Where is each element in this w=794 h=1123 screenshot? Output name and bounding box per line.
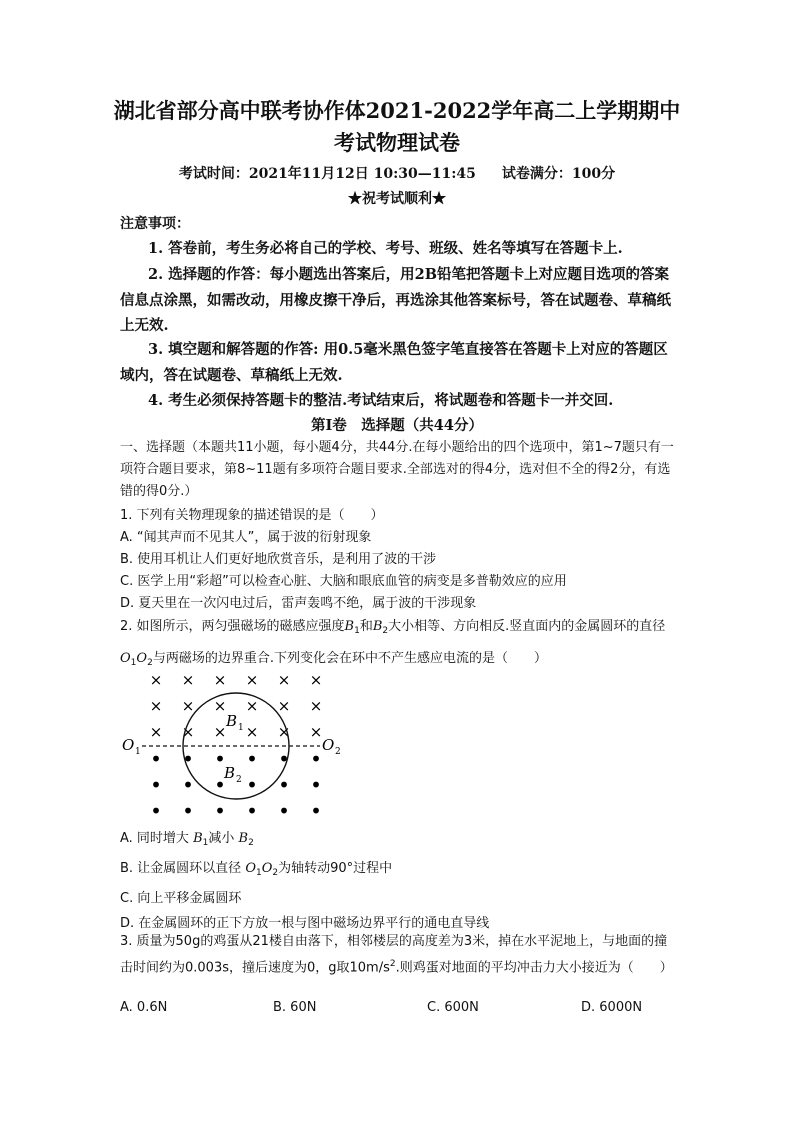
field-cross: ×: [149, 697, 163, 715]
field-dot: •: [182, 799, 194, 823]
field-dot: •: [150, 799, 162, 823]
field-dots: [150, 747, 322, 823]
field-dot: •: [310, 747, 322, 771]
field-cross: ×: [277, 671, 291, 689]
page-title-line2: 考试物理试卷: [334, 130, 460, 155]
field-cross: ×: [149, 723, 163, 741]
field-dot: •: [182, 747, 194, 771]
field-dot: •: [310, 773, 322, 797]
good-luck-line: ★祝考试顺利★: [348, 191, 446, 207]
field-cross: ×: [181, 697, 195, 715]
question-1-option-b: B. 使用耳机让人们更好地欣赏音乐，是利用了波的干涉: [120, 552, 437, 567]
field-cross: ×: [213, 671, 227, 689]
field-dot: •: [182, 773, 194, 797]
question-1: [120, 505, 680, 615]
page-title-line1: 湖北省部分高中联考协作体2021-2022学年高二上学期期中: [113, 98, 681, 123]
full-score: 试卷满分：100分: [501, 166, 616, 182]
section-intro: 一、选择题（本题共11小题，每小题4分，共44分.在每小题给出的四个选项中，第1~7题只有一项符合题目要求，第8~11题有多项符合题目要求.全部选对的得4分，选对但不全的得2分，有选错的得0分.）: [120, 440, 674, 499]
field-cross: ×: [245, 723, 259, 741]
o2-label: O: [322, 736, 335, 754]
o1-subscript: 1: [135, 747, 141, 757]
field-dot: •: [214, 799, 226, 823]
field-cross: ×: [149, 671, 163, 689]
field-cross: ×: [245, 671, 259, 689]
field-dot: •: [246, 773, 258, 797]
field-crosses: [150, 671, 323, 741]
question-2-stem: 2. 如图所示，两匀强磁场的磁感应强度$B_1$和$B_2$大小相等、方向相反.竖直面内的金属圆环的直径$O_1O_2$与两磁场的边界重合.下列变化会在环中不产生感应电流的是（ ）: [120, 619, 666, 668]
question-1-option-d: D. 夏天里在一次闪电过后，雷声轰鸣不绝，属于波的干涉现象: [120, 596, 477, 611]
field-dot: •: [150, 747, 162, 771]
field-cross: ×: [277, 697, 291, 715]
b1-label: B: [226, 712, 238, 730]
exam-meta: [40, 163, 754, 183]
b2-subscript: 2: [236, 775, 242, 785]
question-1-option-c: C. 医学上用“彩超”可以检查心脏、大脑和眼底血管的病变是多普勒效应的应用: [120, 574, 567, 589]
question-3-stem: 3. 质量为50g的鸡蛋从21楼自由落下，相邻楼层的高度差为3米，掉在水平泥地上，与地面的撞击时间约为0.003s，撞后速度为0，g取$10m/s^2$.则鸡蛋对地面的平均冲击力大小接近为（ ）: [120, 934, 673, 976]
magnetic-field-figure: [120, 668, 350, 823]
field-cross: ×: [277, 723, 291, 741]
question-2-option-b: B. 让金属圆环以直径 $O_1O_2$为轴转动90°过程中: [120, 861, 393, 878]
field-cross: ×: [309, 697, 323, 715]
b1-subscript: 1: [238, 723, 244, 733]
notice-item-4: 4. 考生必须保持答题卡的整洁.考试结束后，将试题卷和答题卡一并交回.: [148, 392, 614, 409]
notice-item-2: 2. 选择题的作答：每小题选出答案后，用2B铅笔把答题卡上对应题目选项的答案信息点涂黑，如需改动，用橡皮擦干净后，再选涂其他答案标号，答在试题卷、草稿纸上无效.: [120, 266, 671, 334]
field-dot: •: [214, 747, 226, 771]
field-cross: ×: [213, 697, 227, 715]
o2-subscript: 2: [335, 747, 341, 757]
field-dot: •: [214, 773, 226, 797]
question-3-option-a: A. 0.6N: [120, 1000, 168, 1015]
exam-time: 考试时间：2021年11月12日 10:30—11:45: [178, 166, 476, 182]
field-cross: ×: [213, 723, 227, 741]
field-dot: •: [246, 799, 258, 823]
question-2-option-d: D. 在金属圆环的正下方放一根与图中磁场边界平行的通电直导线: [120, 916, 490, 931]
field-cross: ×: [181, 671, 195, 689]
notice-item-1: 1. 答卷前，考生务必将自己的学校、考号、班级、姓名等填写在答题卡上.: [148, 240, 623, 257]
field-dot: •: [278, 799, 290, 823]
notice-heading: 注意事项：: [120, 216, 190, 232]
notice-item-3: 3. 填空题和解答题的作答: 用0.5毫米黑色签字笔直接答在答题卡上对应的答题区域内，答在试题卷、草稿纸上无效.: [120, 341, 668, 384]
question-2-option-a: A. 同时增大 $B_1$减小 $B_2$: [120, 831, 254, 848]
question-3-option-b: B. 60N: [273, 1000, 317, 1015]
question-2-options: [120, 826, 680, 936]
question-1-stem: 1. 下列有关物理现象的描述错误的是（ ）: [120, 508, 384, 523]
question-1-option-a: A. “闻其声而不见其人”，属于波的衍射现象: [120, 530, 372, 545]
field-dot: •: [150, 773, 162, 797]
b2-label: B: [224, 764, 236, 782]
field-dot: •: [278, 747, 290, 771]
field-cross: ×: [309, 723, 323, 741]
o1-label: O: [122, 736, 135, 754]
field-dot: •: [278, 773, 290, 797]
question-3-option-d: D. 6000N: [581, 1000, 643, 1015]
field-dot: •: [246, 747, 258, 771]
field-cross: ×: [181, 723, 195, 741]
section-title: 第Ⅰ卷 选择题（共44分）: [311, 417, 483, 434]
field-cross: ×: [309, 671, 323, 689]
field-cross: ×: [245, 697, 259, 715]
question-3-option-c: C. 600N: [427, 1000, 479, 1015]
question-2-option-c: C. 向上平移金属圆环: [120, 891, 242, 906]
field-dot: •: [310, 799, 322, 823]
